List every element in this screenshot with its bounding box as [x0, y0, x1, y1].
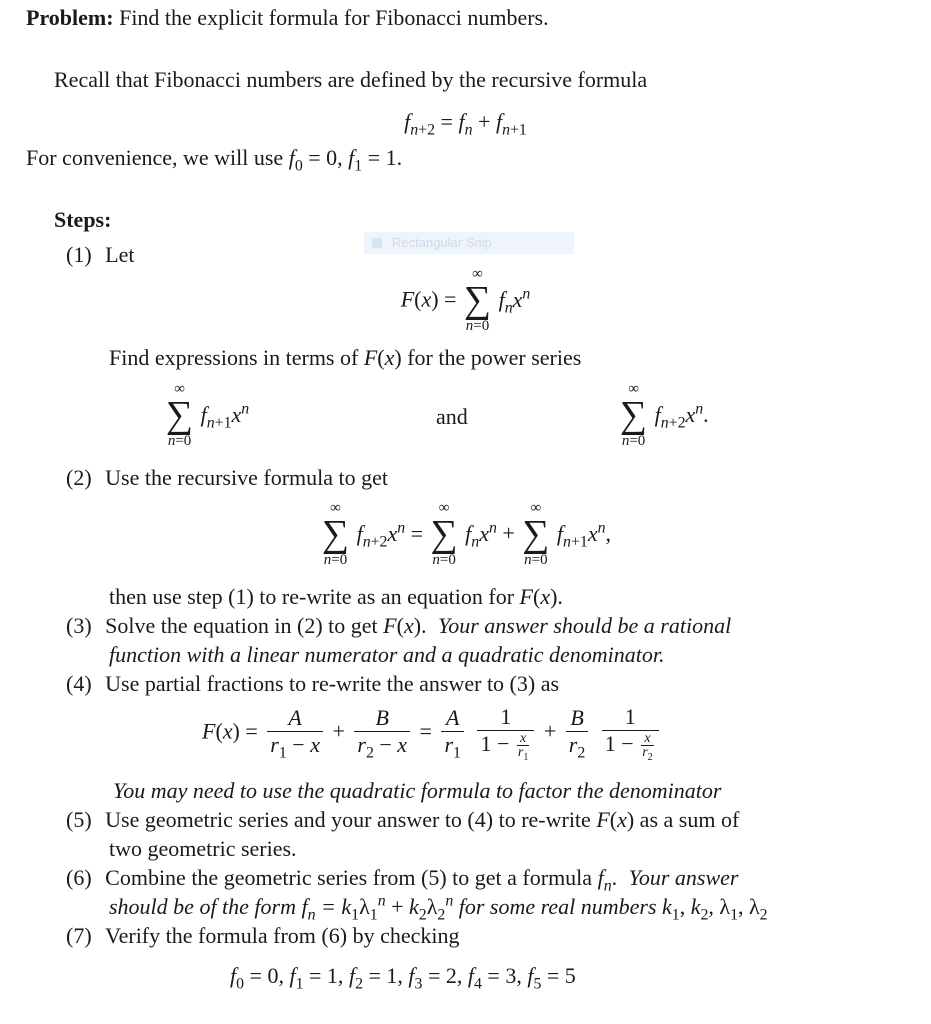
step-text: Verify the formula from (6) by checking	[105, 923, 460, 948]
step-3-italic-1: Your answer should be a rational	[438, 613, 732, 638]
step-number: (1)	[66, 242, 92, 267]
step-5-text-2: two geometric series.	[109, 836, 297, 861]
problem-text: Find the explicit formula for Fibonacci numbers.	[119, 5, 549, 30]
step-number: (4)	[66, 671, 92, 696]
problem-statement	[26, 4, 549, 33]
step-number: (3)	[66, 613, 92, 638]
step-4-formula: F(x) = $\frac{A}{r_1 - x}$ + $\frac{B}{r_2 - x}$ = $\frac{A}{r_1}$ 1 1 − $\frac{x}{r_1}$ + $\frac{B}{r_2}$ 1 1 − $\frac{x}{r_2}$	[202, 704, 663, 759]
problem-label: Problem:	[26, 5, 114, 30]
step-text: Use partial fractions to re-write the answer to (3) as	[105, 671, 560, 696]
step-number: (6)	[66, 865, 92, 890]
step-3-italic-2: function with a linear numerator and a quadratic denominator.	[109, 642, 665, 667]
initial-values: $f_0 = 0$, $f_1 = 1$.	[288, 145, 403, 175]
step-2-formula: ∞ ∑ n=0 $f_{n+2}x^n$ = ∞ ∑ n=0 $f_nx^n$ + ∞ ∑ n=0 $f_{n+1}x^n$,	[321, 500, 611, 568]
step-1-series-left: ∞ ∑ n=0 $f_{n+1}x^n$	[166, 381, 250, 449]
step-1-formula: F(x) = ∞ ∑ n=0 $f_nx^n$	[400, 266, 531, 334]
step-number: (2)	[66, 465, 92, 490]
step-2-followup: then use step (1) to re-write as an equation for F(x).	[109, 584, 563, 609]
step-2	[66, 464, 388, 493]
step-1-series-right: ∞ ∑ n=0 $f_{n+2}x^n$.	[620, 381, 709, 449]
step-3: (3) Solve the equation in (2) to get F(x). Your answer should be a rational	[66, 613, 732, 638]
recall-text: Recall that Fibonacci numbers are defined by the recursive formula	[54, 67, 648, 92]
step-text: Use the recursive formula to get	[105, 465, 388, 490]
rectangular-snip-overlay[interactable]	[364, 232, 574, 254]
step-number: (5)	[66, 807, 92, 832]
step-6-italic-1: Your answer	[628, 865, 739, 890]
steps-heading: Steps:	[54, 207, 112, 232]
step-1-connector: and	[436, 404, 468, 429]
convenience-text: For convenience, we will use	[26, 145, 284, 170]
step-4	[66, 670, 559, 699]
step-7	[66, 922, 459, 951]
step-6: (6) Combine the geometric series from (5) to get a formula $f_n$. Your answer	[66, 865, 739, 895]
step-5: (5) Use geometric series and your answer to (4) to re-write F(x) as a sum of	[66, 807, 740, 832]
step-number: (7)	[66, 923, 92, 948]
snip-icon	[372, 238, 382, 248]
step-7-formula: $f_0 = 0$, $f_1 = 1$, $f_2 = 1$, $f_3 = 2$, $f_4 = 3$, $f_5 = 5$	[230, 963, 576, 993]
step-1-followup: Find expressions in terms of F(x) for the power series	[109, 345, 582, 370]
step-4-note: You may need to use the quadratic formula to factor the denominator	[113, 778, 722, 803]
step-6-italic-2: should be of the form $f_n = k_1\lambda_1^n + k_2\lambda_2^n$ for some real numbers $k_1$, $k_2$, $\lambda_1$, $\lambda_2$	[109, 892, 768, 924]
convenience-line	[26, 144, 402, 173]
recursive-formula: $f_{n+2} = f_n + f_{n+1}$	[404, 109, 527, 139]
step-text: Let	[105, 242, 135, 267]
snip-label: Rectangular Snip	[392, 235, 492, 250]
